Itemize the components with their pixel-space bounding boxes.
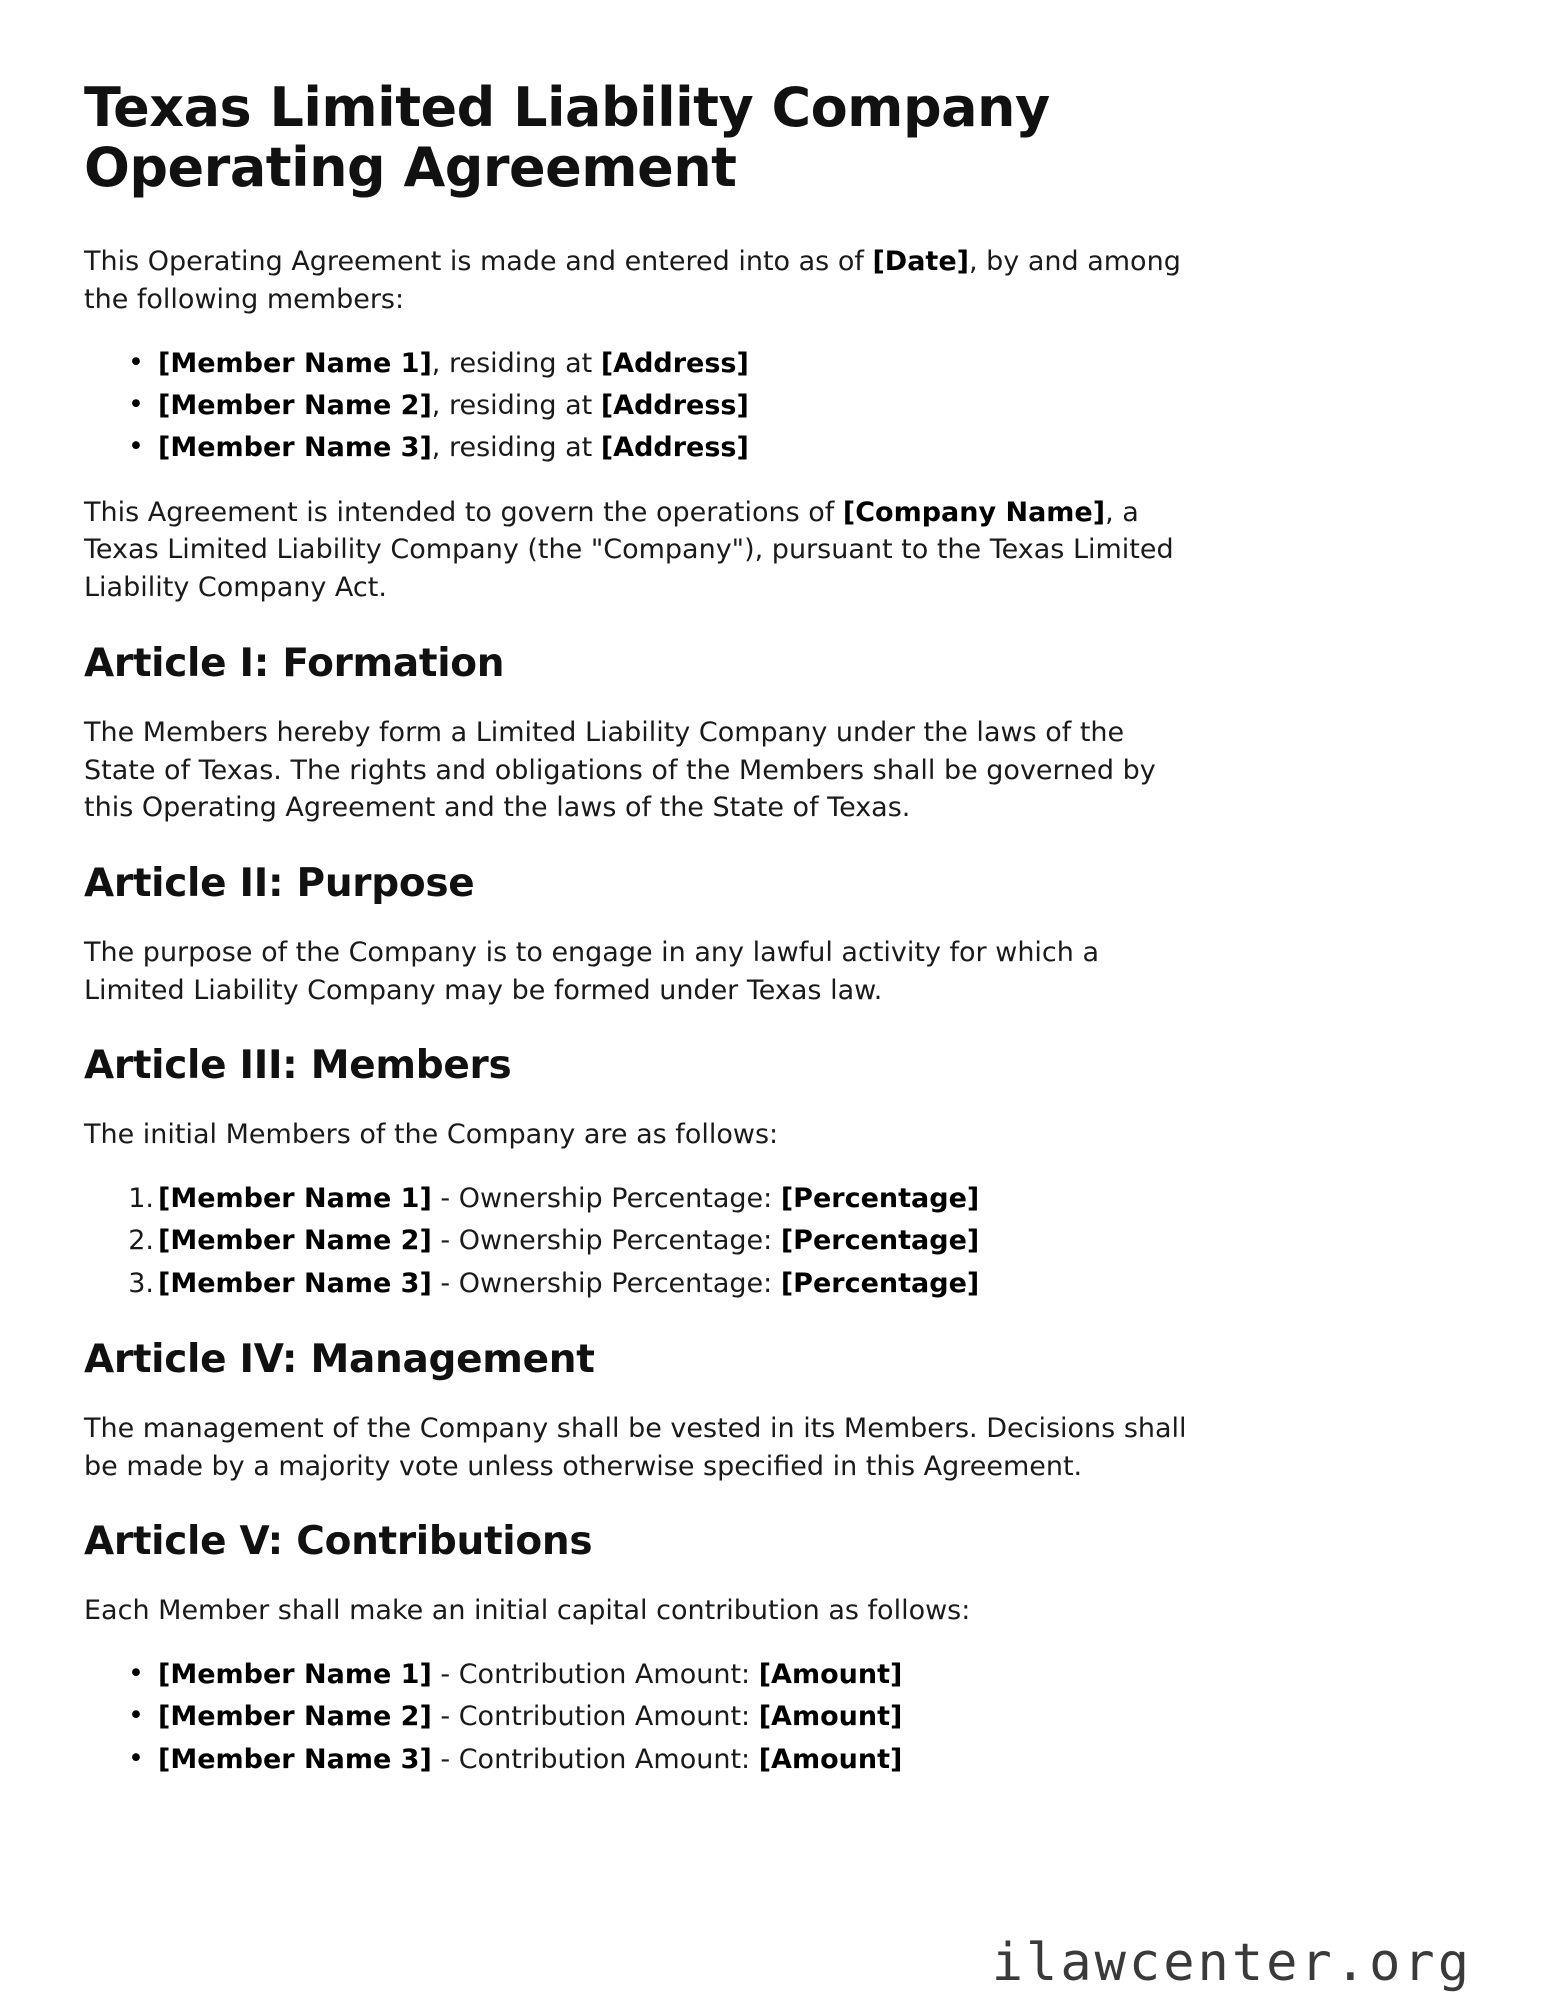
article-heading-purpose: Article II: Purpose [84,861,475,907]
contribution-connector: - Contribution Amount: [431,1701,759,1733]
ownership-connector: - Ownership Percentage: [431,1183,781,1215]
article-body-contributions: Each Member shall make an initial capital contribution as follows: [84,1595,971,1627]
member-name: [Member Name 3] [158,1267,432,1299]
list-item [158,429,1470,467]
article-body-members: The initial Members of the Company are as follows: [84,1119,779,1151]
member-address: [Address] [600,347,749,379]
ownership-percentage: [Percentage] [780,1183,980,1215]
govern-text-1: This Agreement is intended to govern the operations of [84,496,843,528]
intro-paragraph [84,243,1194,319]
article-heading-contributions: Article V: Contributions [84,1519,593,1565]
member-address: [Address] [600,432,749,464]
list-item [158,1698,1470,1736]
ownership-percentage: [Percentage] [780,1225,980,1257]
members-ownership-list [84,1180,1470,1303]
company-name-placeholder: [Company Name] [842,496,1106,528]
contribution-amount: [Amount] [758,1743,903,1775]
member-connector: , residing at [431,432,601,464]
contribution-amount: [Amount] [758,1701,903,1733]
list-item [158,387,1470,425]
contributions-list [84,1656,1470,1779]
site-watermark: ilawcenter.org [991,1933,1472,1993]
article-heading-management: Article IV: Management [84,1337,595,1383]
member-name: [Member Name 1] [158,347,432,379]
member-name: [Member Name 1] [158,1183,432,1215]
page-title: Texas Limited Liability Company Operating Agreement [84,76,1050,200]
list-item [158,1222,1470,1260]
member-connector: , residing at [431,389,601,421]
list-item [158,1180,1470,1218]
ownership-connector: - Ownership Percentage: [431,1267,781,1299]
ownership-connector: - Ownership Percentage: [431,1225,781,1257]
intro-members-list [84,345,1470,468]
member-name: [Member Name 3] [158,432,432,464]
intro-lead-text-1: This Operating Agreement is made and entered into as of [84,245,873,277]
contribution-connector: - Contribution Amount: [431,1659,759,1691]
member-name: [Member Name 2] [158,1701,432,1733]
contribution-connector: - Contribution Amount: [431,1743,759,1775]
governing-paragraph [84,494,1194,607]
govern-text-2: , a Texas Limited Liability Company (the "Company"), pursuant to the Texas Limited Liability Company Act. [84,496,1174,604]
member-name: [Member Name 2] [158,389,432,421]
member-name: [Member Name 3] [158,1743,432,1775]
contribution-amount: [Amount] [758,1659,903,1691]
member-name: [Member Name 1] [158,1659,432,1691]
member-name: [Member Name 2] [158,1225,432,1257]
article-body-formation: The Members hereby form a Limited Liability Company under the laws of the State of Texas. The rights and obligations of the Members shall be governed by this Operating Agreement and the laws of the State of Texas. [84,716,1156,824]
member-connector: , residing at [431,347,601,379]
intro-lead-text-2: , by and among the following members: [84,245,1181,315]
intro-date-placeholder: [Date] [872,245,969,277]
article-heading-members: Article III: Members [84,1043,512,1089]
list-item [158,1741,1470,1779]
article-heading-formation: Article I: Formation [84,640,505,686]
list-item [158,345,1470,383]
member-address: [Address] [600,389,749,421]
article-body-management: The management of the Company shall be vested in its Members. Decisions shall be made by a majority vote unless otherwise specified in this Agreement. [84,1412,1187,1482]
article-body-purpose: The purpose of the Company is to engage in any lawful activity for which a Limited Liability Company may be formed under Texas law. [84,936,1100,1006]
list-item [158,1265,1470,1303]
ownership-percentage: [Percentage] [780,1267,980,1299]
list-item [158,1656,1470,1694]
